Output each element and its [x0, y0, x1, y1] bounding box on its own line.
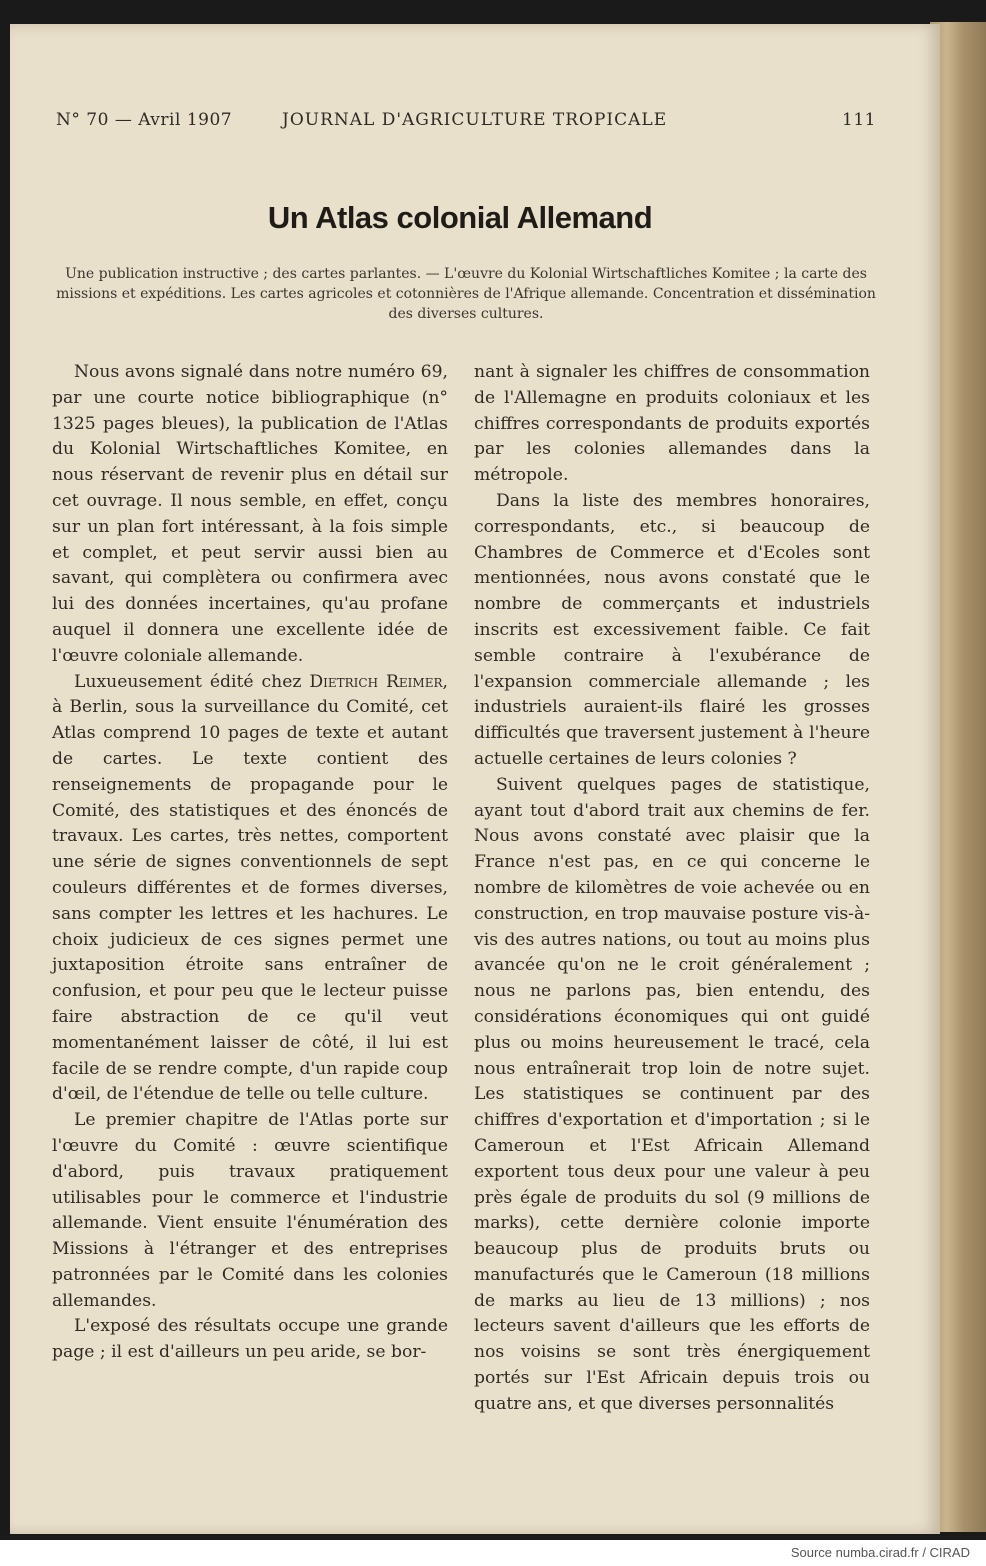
paragraph: Dans la liste des membres honoraires, correspondants, etc., si beaucoup de Chambres de Commerce et d'Ecoles sont mentionnées, nous avons constaté que le nombre de commerçants et industriels inscrits est excessivement faible. Ce fait semble contraire à l'exubérance de l'expansion commerciale allemande ; les industriels auraient-ils flairé les grosses difficultés que traversent justement à l'heure actuelle certaines de leurs colonies ?	[474, 490, 870, 769]
paragraph: Suivent quelques pages de statistique, ayant tout d'abord trait aux chemins de fer. Nous avons constaté avec plaisir que la France n'est pas, en ce qui concerne le nombre de kilomètres de voie achevée ou en construction, en trop mauvaise posture vis-à-vis des autres nations, ou tout au moins plus avancée qu'on ne le croit généralement ; nous ne parlons pas, bien entendu, des considérations économiques qui ont guidé plus ou moins heureusement le tracé, cela nous entraînerait trop loin de notre sujet. Les statistiques se continuent par des chiffres d'exportation et d'importation ; si le Cameroun et l'Est Africain Allemand exportent tous deux pour une valeur à peu près égale de produits du sol (9 millions de marks), cette dernière colonie importe beaucoup plus de produits bruts ou manufacturés que le Cameroun (18 millions de marks au lieu de 13 millions) ; nos lecteurs savent d'ailleurs que les efforts de nos voisins se sont très énergiquement portés sur l'Est Africain depuis trois ou quatre ans, et que diverses personnalités	[474, 774, 870, 1414]
article-summary: Une publication instructive ; des cartes parlantes. — L'œuvre du Kolonial Wirtschaftliches Komitee ; la carte des missions et expéditions. Les cartes agricoles et cotonnières de l'Afrique allemande. Concentration et dissémination des diverses cultures.	[56, 266, 876, 322]
page-number: 111	[842, 110, 876, 130]
paragraph: Le premier chapitre de l'Atlas porte sur l'œuvre du Comité : œuvre scientifique d'abord, puis travaux pratiquement utilisables pour le commerce et l'industrie allemande. Vient ensuite l'énumération des Missions à l'étranger et des entreprises patronnées par le Comité dans les colonies allemandes.	[52, 1110, 448, 1311]
publisher-name: Dietrich Reimer	[309, 671, 443, 692]
issue-number: N° 70 — Avril 1907	[56, 110, 233, 130]
running-header	[56, 110, 876, 134]
article-title: Un Atlas colonial Allemand	[267, 200, 653, 235]
paragraph: Nous avons signalé dans notre numéro 69, par une courte notice bibliographique (n° 1325 pages bleues), la publication de l'Atlas du Kolonial Wirtschaftliches Komitee, en nous réservant de revenir plus en détail sur cet ouvrage. Il nous semble, en effet, conçu sur un plan fort intéressant, à la fois simple et complet, et peut servir aussi bien au savant, qui complètera ou confirmera avec lui des données incertaines, qu'au profane auquel il donnera une excellente idée de l'œuvre coloniale allemande.	[52, 362, 448, 666]
paragraph-text: Luxueusement édité chez	[74, 671, 302, 692]
paragraph-text: , à Berlin, sous la surveillance du Comité, cet Atlas comprend 10 pages de texte et autant de cartes. Le texte contient des renseignements de propagande pour le Comité, des statistiques et des énoncés de travaux. Les cartes, très nettes, comportent une série de signes conventionnels de sept couleurs différentes et de formes diverses, sans compter les lettres et les hachures. Le choix judicieux de ces signes permet une juxtaposition étroite sans entraîner de confusion, et pour peu que le lecteur puisse faire abstraction de ce qu'il veut momentanément laisser de côté, il lui est facile de se rendre compte, d'un rapide coup d'œil, de l'étendue de telle ou telle culture.	[52, 671, 448, 1105]
journal-page	[10, 24, 940, 1534]
source-credit: Source numba.cirad.fr / CIRAD	[790, 1545, 970, 1560]
right-column	[474, 360, 870, 1418]
paragraph: nant à signaler les chiffres de consommation de l'Allemagne en produits coloniaux et les chiffres correspondants de produits exportés par les colonies allemandes dans la métropole.	[474, 362, 870, 486]
left-column	[52, 360, 448, 1366]
paragraph	[52, 670, 448, 1109]
paragraph: L'exposé des résultats occupe une grande page ; il est d'ailleurs un peu aride, se bor-	[52, 1316, 448, 1363]
journal-title: JOURNAL D'AGRICULTURE TROPICALE	[282, 110, 668, 130]
